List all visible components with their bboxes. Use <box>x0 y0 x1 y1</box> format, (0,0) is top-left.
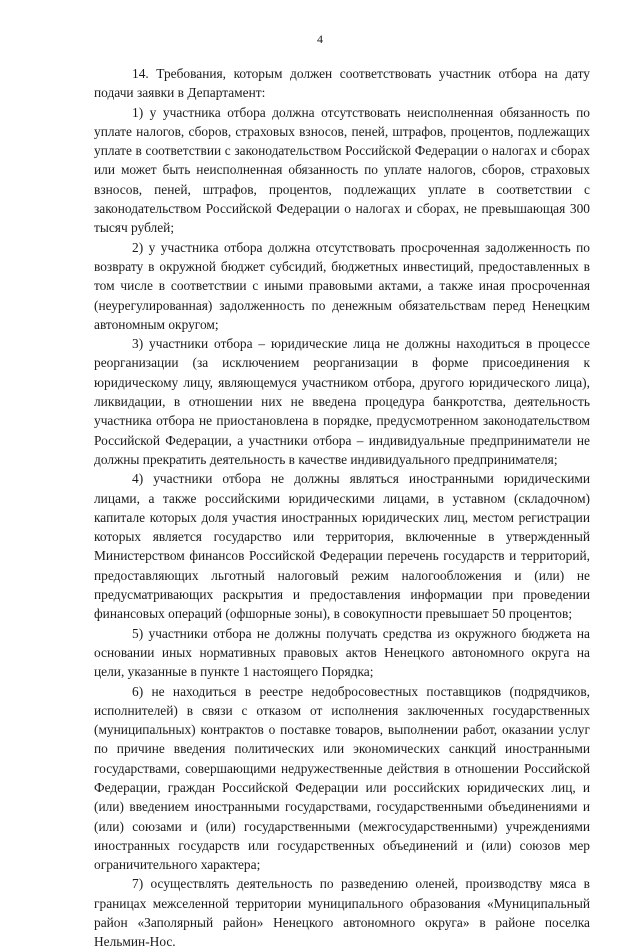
paragraph-item-6: 6) не находиться в реестре недобросовестных поставщиков (подрядчиков, исполнителей) в связи с отказом от исполнения заключенных государственных (муниципальных) контрактов о поставке товаров, выполнении работ, оказании услуг по причине введения политических или экономических санкций иностранными государствами, совершающими недружественные действия в отношении Российской Федерации, граждан Российской Федерации или российских юридических лиц, и (или) введением иностранными государствами, государственными объединениями и (или) союзами и (или) государственными (межгосударственными) учреждениями иностранных государств или государственных объединений и (или) союзов мер ограничительного характера; <box>94 683 590 873</box>
document-body <box>94 64 590 952</box>
paragraph-item-4: 4) участники отбора не должны являться иностранными юридическими лицами, а также российскими юридическими лицами, в уставном (складочном) капитале которых доля участия иностранных юридических лиц, местом регистрации которых является государство или территория, включенные в утвержденный Министерством финансов Российской Федерации перечень государств и территорий, предоставляющих льготный налоговый режим налогообложения и (или) не предусматривающих раскрытия и предоставления информации при проведении финансовых операций (офшорные зоны), в совокупности превышает 50 процентов; <box>94 471 590 622</box>
page-number: 4 <box>317 32 323 46</box>
paragraph-item-1: 1) у участника отбора должна отсутствовать неисполненная обязанность по уплате налогов, сборов, страховых взносов, пеней, штрафов, процентов, подлежащих уплате в соответствии с законодательством Российской Федерации о налогах и сборах или может быть неисполненная обязанность по уплате налогов, сборов, страховых взносов, пеней, штрафов, процентов, подлежащих уплате в соответствии с законодательством Российской Федерации о налогах и сборах, не превышающая 300 тысяч рублей; <box>94 104 590 236</box>
paragraph-requirements-intro: 14. Требования, которым должен соответствовать участник отбора на дату подачи заявки в Департамент: <box>94 66 590 101</box>
paragraph-item-3: 3) участники отбора – юридические лица не должны находиться в процессе реорганизации (за исключением реорганизации в форме присоединения к юридическому лицу, являющемуся участником отбора, другого юридического лица), ликвидации, в отношении них не введена процедура банкротства, деятельность участника отбора не приостановлена в порядке, предусмотренном законодательством Российской Федерации, а участники отбора – индивидуальные предприниматели не должны прекратить деятельность в качестве индивидуального предпринимателя; <box>94 336 590 467</box>
paragraph-item-7: 7) осуществлять деятельность по разведению оленей, производству мяса в границах межселенной территории муниципального образования «Муниципальный район «Заполярный район» Ненецкого автономного округа» в районе поселка Нельмин-Нос. <box>94 876 590 950</box>
paragraph-item-2: 2) у участника отбора должна отсутствовать просроченная задолженность по возврату в окружной бюджет субсидий, бюджетных инвестиций, предоставленных в том числе в соответствии с иными правовыми актами, а также иная просроченная (неурегулированная) задолженность по денежным обязательствам перед Ненецким автономным округом; <box>94 239 590 332</box>
paragraph-item-5: 5) участники отбора не должны получать средства из окружного бюджета на основании иных нормативных правовых актов Ненецкого автономного округа на цели, указанные в пункте 1 настоящего Порядка; <box>94 625 590 680</box>
